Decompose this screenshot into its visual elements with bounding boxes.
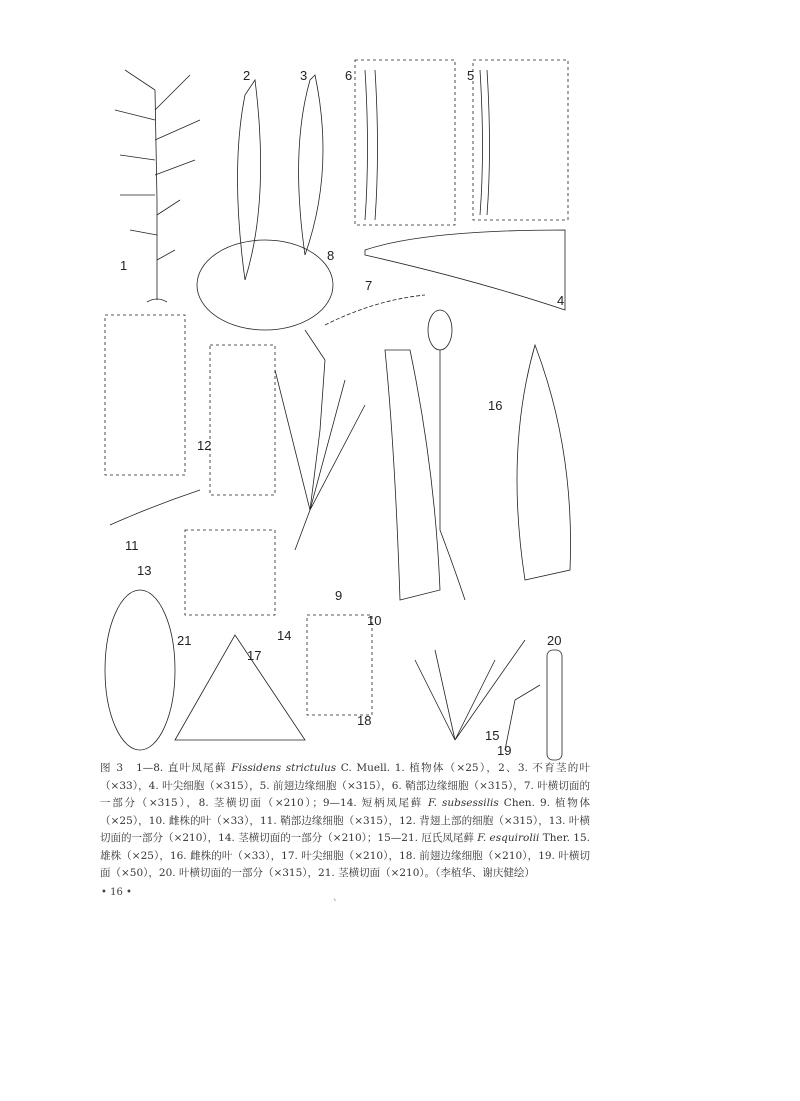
figure-4-leaf-apex — [365, 230, 565, 310]
svg-text:13: 13 — [137, 563, 152, 578]
figure-1-plant — [115, 70, 200, 302]
figure-8-stem-cross-section — [197, 240, 333, 330]
species-name-2: F. subsessilis — [427, 797, 499, 809]
figure-19-leaf-section — [505, 685, 540, 750]
figure-20-leaf-section — [547, 650, 562, 760]
svg-text:11: 11 — [125, 538, 139, 553]
svg-text:21: 21 — [177, 633, 192, 648]
svg-text:6: 6 — [345, 68, 353, 83]
stray-mark: 、 — [333, 893, 343, 903]
caption-text-2b: Chen. 9. 植物体（×25），10. 雌株的叶（×33），11. 鞘部边缘细胞（×315），12. 背翅上部的细胞（×315），13. 叶横切面的一部分（×210），14. 茎横切面的一部分（×210）；15—21. 厄氏凤尾藓 — [100, 797, 590, 844]
figure-10-leaf — [385, 350, 440, 600]
svg-text:20: 20 — [547, 633, 562, 648]
svg-text:16: 16 — [488, 398, 503, 413]
figure-3-leaf — [299, 75, 323, 255]
figure-caption — [100, 760, 590, 883]
svg-text:3: 3 — [300, 68, 308, 83]
svg-text:4: 4 — [557, 293, 565, 308]
caption-text-3b: Ther. 15. 雄株（×25），16. 雌株的叶（×33），17. 叶尖细胞（×210），18. 前翅边缘细胞（×210），19. 叶横切面（×50），20. 叶横切面的一部分（×315），21. 茎横切面（×210）。（李植华、谢庆健绘） — [100, 832, 590, 879]
figure-2-leaf — [238, 80, 261, 280]
botanical-illustration-plate — [95, 50, 595, 758]
figure-18-cells — [307, 615, 372, 715]
caption-text-1: 图 3 1—8. 直叶凤尾藓 — [100, 762, 232, 774]
figure-17-leaf-apex — [175, 635, 305, 740]
species-name-3: F. esquirolii — [477, 832, 540, 844]
figure-14-stem-section — [185, 530, 275, 615]
svg-text:2: 2 — [243, 68, 251, 83]
svg-text:5: 5 — [467, 68, 475, 83]
figure-16-leaf — [517, 345, 571, 580]
figure-15-plant — [415, 310, 525, 740]
figure-5-cells — [473, 60, 568, 220]
figure-9-plant — [275, 330, 365, 550]
svg-text:18: 18 — [357, 713, 372, 728]
figure-13-leaf-section — [110, 490, 200, 525]
svg-text:8: 8 — [327, 248, 335, 263]
svg-text:9: 9 — [335, 588, 343, 603]
svg-text:15: 15 — [485, 728, 500, 743]
figure-6-cells — [355, 60, 455, 225]
svg-text:14: 14 — [277, 628, 292, 643]
svg-text:1: 1 — [120, 258, 128, 273]
figure-12-cells — [210, 345, 275, 495]
page-number: • 16 • — [101, 887, 132, 898]
svg-text:7: 7 — [365, 278, 373, 293]
svg-text:12: 12 — [197, 438, 212, 453]
svg-text:17: 17 — [247, 648, 262, 663]
caption-text-1b: C. Muell. 1. 植物体（×25），2、3. 不育茎的叶（×33），4. 叶尖细胞（×315），5. 前翅边缘细胞（×315），6. 鞘部边缘细胞（×315），7. 叶横切面的一部分（×315），8. 茎横切面（×210）；9—14. 短柄凤尾藓 — [100, 762, 590, 809]
figure-11-cells — [105, 315, 185, 475]
figure-21-stem-section — [105, 590, 175, 750]
species-name-1: Fissidens strictulus — [231, 762, 337, 774]
svg-text:10: 10 — [367, 613, 382, 628]
svg-text:19: 19 — [497, 743, 512, 758]
figure-7-leaf-section — [325, 295, 425, 325]
